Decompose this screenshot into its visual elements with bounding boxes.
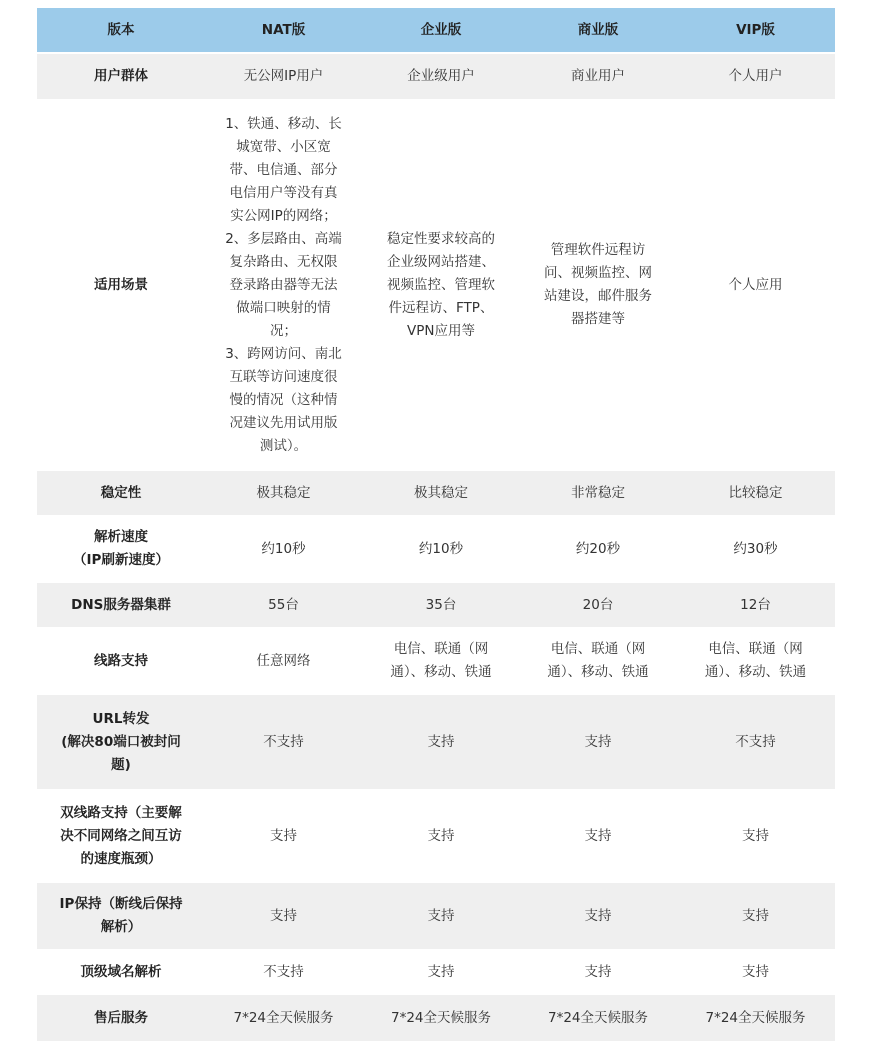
cell-text-line: 通）、移动、铁通 [390, 664, 492, 680]
cell-text-line: 问、视频监控、网 [544, 265, 652, 281]
cell-text-line: 不支持 [263, 963, 304, 980]
cell-text-line: 企业级用户 [407, 68, 475, 84]
table-row [37, 883, 835, 949]
cell-text-line: 件远程访、FTP、 [388, 299, 494, 316]
table-cell [362, 471, 520, 515]
cell-text-line: 55台 [268, 596, 299, 613]
cell-text-line: 支持 [742, 827, 769, 844]
table-cell [676, 883, 835, 949]
cell-text-line: 2、多层路由、高端 [225, 230, 342, 247]
table-row [37, 471, 835, 515]
table-cell [520, 695, 676, 789]
table-cell [205, 789, 362, 883]
table-cell [362, 789, 520, 883]
cell-text-line: 互联等访问速度很 [229, 368, 338, 385]
table-row [37, 695, 835, 789]
table-cell [362, 53, 520, 99]
cell-text-line: 支持 [427, 963, 455, 980]
cell-text-line: 20台 [582, 596, 614, 613]
table-cell [362, 583, 520, 627]
cell-text-line: 7*24全天候服务 [705, 1009, 806, 1026]
row-label-line: 决不同网络之间互访 [60, 827, 182, 844]
row-label-line: 顶级域名解析 [80, 963, 162, 980]
cell-text-line: 电信、联通（网 [393, 641, 489, 657]
table-cell [205, 995, 362, 1041]
table-cell [676, 627, 835, 695]
table-cell [676, 471, 835, 515]
cell-text-line: 极其稳定 [414, 484, 468, 501]
row-label-line: 适用场景 [94, 276, 148, 293]
cell-text-line: 况； [270, 322, 297, 339]
table-cell [205, 471, 362, 515]
cell-text-line: 支持 [427, 733, 455, 750]
table-row [37, 53, 835, 99]
cell-text-line: 约20秒 [575, 540, 621, 557]
row-label-stability [37, 471, 205, 515]
cell-text-line: 支持 [427, 827, 455, 844]
table-cell [205, 53, 362, 99]
cell-text-line: 支持 [584, 963, 612, 980]
row-label-url-forward [37, 695, 205, 789]
cell-text-line: 任意网络 [256, 652, 311, 669]
cell-text-line: 非常稳定 [571, 484, 625, 501]
header-nat: NAT版 [205, 8, 362, 53]
table-cell [520, 53, 676, 99]
cell-text-line: 慢的情况（这种情 [229, 391, 338, 408]
version-comparison-table [37, 8, 835, 1041]
cell-text-line: 况建议先用试用版 [229, 414, 338, 431]
cell-text-line: 站建设，邮件服务 [544, 288, 652, 304]
table-cell [676, 695, 835, 789]
cell-text-line: 7*24全天候服务 [390, 1009, 492, 1026]
table-cell [676, 949, 835, 995]
cell-text-line: 稳定性要求较高的 [387, 230, 495, 247]
table-cell [205, 695, 362, 789]
table-cell [362, 883, 520, 949]
header-vip: VIP版 [676, 8, 835, 53]
cell-text-line: 商业用户 [571, 68, 625, 84]
table-cell [362, 515, 520, 583]
table-cell [205, 99, 362, 471]
row-label-line: 解析） [100, 919, 142, 935]
header-enterprise: 企业版 [362, 8, 520, 53]
cell-text-line: 实公网IP的网络； [230, 207, 337, 224]
cell-text-line: 城宽带、小区宽 [236, 138, 331, 155]
table-cell [205, 883, 362, 949]
cell-text-line: 不支持 [735, 733, 776, 750]
table-cell [520, 583, 676, 627]
table-cell [676, 789, 835, 883]
cell-text-line: 器搭建等 [571, 311, 625, 327]
row-label-line: 售后服务 [94, 1009, 148, 1026]
cell-text-line: 登录路由器等无法 [229, 276, 338, 293]
row-label-user-group [37, 53, 205, 99]
table-cell [520, 515, 676, 583]
row-label-line: 解析速度 [94, 529, 148, 545]
table-cell [520, 949, 676, 995]
row-label-line: (解决80端口被封问 [61, 733, 181, 750]
cell-text-line: 1、铁通、移动、长 [225, 115, 342, 132]
cell-text-line: 电信用户等没有真 [229, 184, 338, 201]
cell-text-line: VPN应用等 [407, 322, 475, 339]
cell-text-line: 支持 [742, 963, 769, 980]
table-cell [362, 99, 520, 471]
cell-text-line: 带、电信通、部分 [229, 161, 338, 178]
table-cell [362, 695, 520, 789]
table-cell [676, 583, 835, 627]
row-label-line: 题) [111, 756, 131, 773]
header-business: 商业版 [520, 8, 676, 53]
comparison-table-wrapper [37, 8, 835, 1041]
cell-text-line: 通）、移动、铁通 [547, 664, 649, 680]
table-cell [520, 627, 676, 695]
row-label-line: 用户群体 [94, 68, 148, 84]
table-cell [362, 627, 520, 695]
cell-text-line: 无公网IP用户 [243, 68, 324, 84]
cell-text-line: 支持 [584, 907, 612, 924]
cell-text-line: 约10秒 [261, 540, 306, 557]
cell-text-line: 支持 [584, 827, 612, 844]
cell-text-line: 不支持 [263, 733, 304, 750]
header-version: 版本 [37, 8, 205, 53]
row-label-top-domain [37, 949, 205, 995]
cell-text-line: 通）、移动、铁通 [704, 664, 807, 680]
row-label-dns-cluster [37, 583, 205, 627]
table-cell [520, 883, 676, 949]
table-cell [676, 99, 835, 471]
cell-text-line: 支持 [742, 907, 769, 924]
cell-text-line: 个人应用 [728, 276, 783, 293]
cell-text-line: 复杂路由、无权限 [229, 253, 338, 270]
cell-text-line: 支持 [427, 907, 455, 924]
row-label-after-sales [37, 995, 205, 1041]
table-cell [205, 583, 362, 627]
row-label-dual-line [37, 789, 205, 883]
cell-text-line: 极其稳定 [256, 484, 311, 501]
table-cell [676, 515, 835, 583]
cell-text-line: 支持 [270, 827, 297, 844]
cell-text-line: 电信、联通（网 [550, 641, 646, 657]
cell-text-line: 支持 [584, 733, 612, 750]
table-cell [520, 471, 676, 515]
cell-text-line: 3、跨网访问、南北 [225, 345, 342, 362]
row-label-line: （IP刷新速度） [73, 552, 169, 568]
cell-text-line: 约30秒 [733, 540, 778, 557]
table-cell [205, 515, 362, 583]
row-label-ip-keep [37, 883, 205, 949]
row-label-line: DNS服务器集群 [71, 596, 171, 613]
cell-text-line: 支持 [270, 907, 297, 924]
row-label-line-support [37, 627, 205, 695]
table-cell [676, 995, 835, 1041]
row-label-line: 双线路支持（主要解 [60, 804, 182, 821]
cell-text-line: 测试）。 [259, 437, 308, 454]
cell-text-line: 个人用户 [728, 68, 783, 84]
table-cell [205, 949, 362, 995]
cell-text-line: 7*24全天候服务 [233, 1009, 334, 1026]
cell-text-line: 约10秒 [418, 540, 464, 557]
row-label-line: 线路支持 [94, 652, 148, 669]
cell-text-line: 35台 [425, 596, 457, 613]
table-row [37, 99, 835, 471]
table-row [37, 583, 835, 627]
row-label-resolve-speed [37, 515, 205, 583]
cell-text-line: 企业级网站搭建、 [387, 253, 495, 270]
table-cell [676, 53, 835, 99]
table-cell [520, 995, 676, 1041]
table-body [37, 53, 835, 1041]
table-row [37, 995, 835, 1041]
table-cell [520, 99, 676, 471]
cell-text-line: 做端口映射的情 [236, 299, 331, 316]
table-row [37, 515, 835, 583]
cell-text-line: 视频监控、管理软 [387, 276, 495, 293]
row-label-use-case [37, 99, 205, 471]
row-label-line: URL转发 [92, 710, 150, 727]
cell-text-line: 7*24全天候服务 [547, 1009, 649, 1026]
table-row [37, 789, 835, 883]
cell-text-line: 电信、联通（网 [708, 641, 803, 657]
table-cell [520, 789, 676, 883]
table-row [37, 627, 835, 695]
table-cell [205, 627, 362, 695]
row-label-line: 稳定性 [100, 484, 142, 501]
row-label-line: 的速度瓶颈） [80, 850, 162, 867]
table-cell [362, 949, 520, 995]
cell-text-line: 12台 [740, 596, 771, 613]
table-cell [362, 995, 520, 1041]
cell-text-line: 管理软件远程访 [550, 242, 646, 258]
table-header-row [37, 8, 835, 53]
row-label-line: IP保持（断线后保持 [59, 896, 183, 912]
table-row [37, 949, 835, 995]
cell-text-line: 比较稳定 [728, 484, 783, 501]
